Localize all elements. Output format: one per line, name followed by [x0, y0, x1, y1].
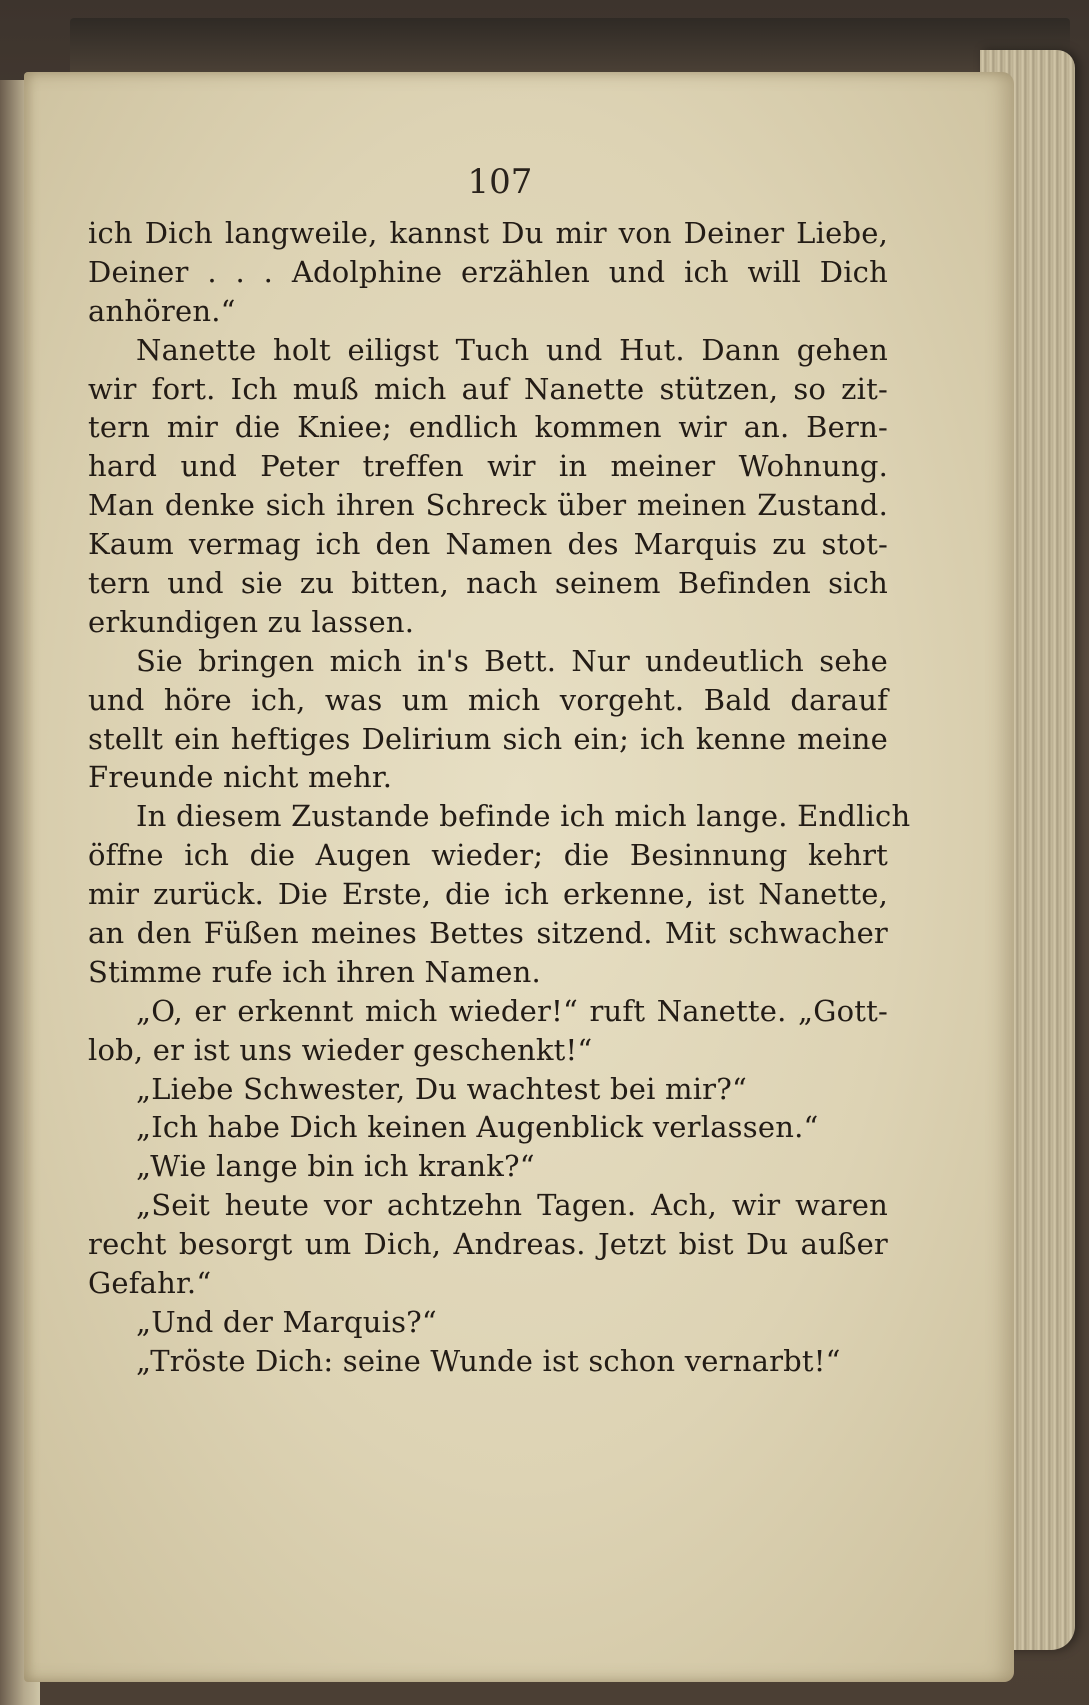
text-line: Kaum vermag ich den Namen des Marquis zu stot-: [88, 527, 888, 562]
text-line: recht besorgt um Dich, Andreas. Jetzt bist Du außer: [88, 1227, 888, 1262]
text-line: „Tröste Dich: seine Wunde ist schon vernarbt!“: [136, 1343, 841, 1378]
text-line: erkundigen zu lassen.: [88, 604, 415, 639]
text-line: Stimme rufe ich ihren Namen.: [88, 954, 541, 989]
text-line: Sie bringen mich in's Bett. Nur undeutlich sehe: [136, 643, 888, 678]
text-line: und höre ich, was um mich vorgeht. Bald darauf: [88, 682, 888, 717]
text-line: „Seit heute vor achtzehn Tagen. Ach, wir waren: [136, 1188, 888, 1223]
text-line: „Liebe Schwester, Du wachtest bei mir?“: [136, 1071, 748, 1106]
text-line: Nanette holt eiligst Tuch und Hut. Dann gehen: [136, 332, 888, 367]
text-line: hard und Peter treffen wir in meiner Wohnung.: [88, 449, 888, 484]
text-line: tern und sie zu bitten, nach seinem Befinden sich: [88, 566, 888, 601]
text-line: „O, er erkennt mich wieder!“ ruft Nanette. „Gott-: [136, 993, 888, 1028]
text-line: öffne ich die Augen wieder; die Besinnung kehrt: [88, 838, 888, 873]
text-line: ich Dich langweile, kannst Du mir von Deiner Liebe,: [88, 216, 888, 250]
page-number: 107: [467, 162, 533, 202]
text-line: „Wie lange bin ich krank?“: [136, 1149, 535, 1184]
text-line: Gefahr.“: [88, 1266, 212, 1301]
text-line: lob, er ist uns wieder geschenkt!“: [88, 1032, 593, 1067]
body-text: [88, 214, 911, 1381]
text-line: Deiner . . . Adolphine erzählen und ich will Dich: [88, 254, 888, 289]
text-line: Freunde nicht mehr.: [88, 760, 393, 795]
text-line: „Und der Marquis?“: [136, 1304, 437, 1339]
text-line: In diesem Zustande befinde ich mich lange. Endlich: [136, 799, 911, 834]
text-line: tern mir die Kniee; endlich kommen wir an. Bern-: [88, 410, 888, 445]
text-line: wir fort. Ich muß mich auf Nanette stützen, so zit-: [88, 371, 888, 406]
text-line: Man denke sich ihren Schreck über meinen Zustand.: [88, 488, 888, 523]
text-line: anhören.“: [88, 293, 236, 328]
text-line: stellt ein heftiges Delirium sich ein; ich kenne meine: [88, 721, 888, 756]
text-line: an den Füßen meines Bettes sitzend. Mit schwacher: [88, 916, 888, 951]
text-line: mir zurück. Die Erste, die ich erkenne, ist Nanette,: [88, 877, 888, 912]
text-line: „Ich habe Dich keinen Augenblick verlassen.“: [136, 1110, 819, 1145]
